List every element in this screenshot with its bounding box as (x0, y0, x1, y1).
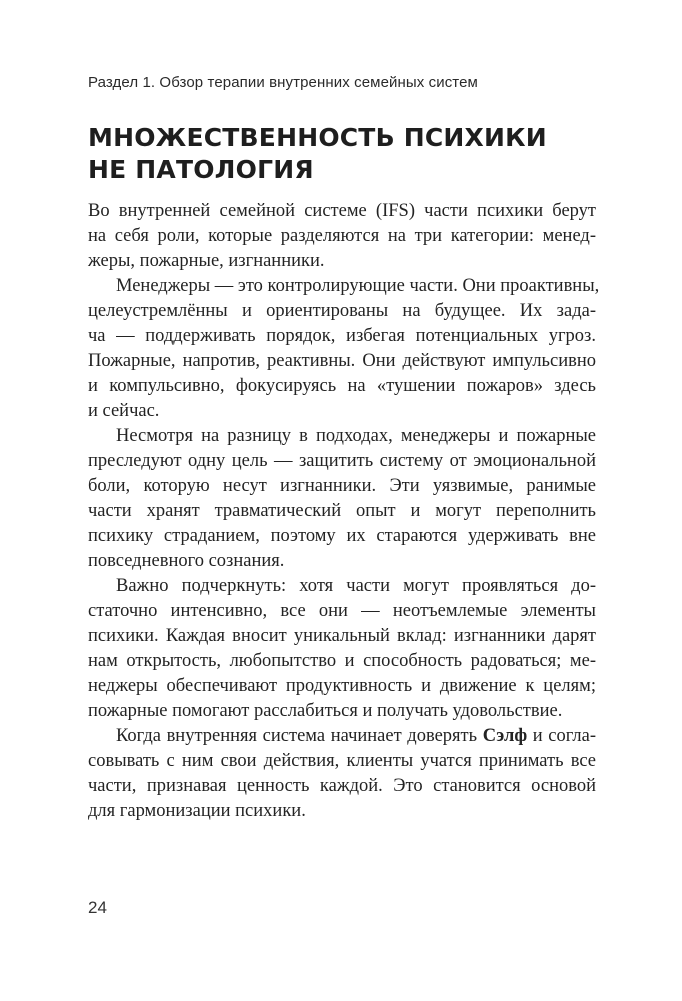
text-line: совывать с ним свои действия, клиенты учатся принимать все (88, 751, 596, 771)
paragraph-5 (88, 724, 596, 824)
text-line: нам открытость, любопытство и способность радоваться; ме- (88, 651, 596, 671)
text-line: Несмотря на разницу в подходах, менеджеры и пожарные (116, 426, 596, 446)
section-title (88, 122, 608, 186)
section-title-line-1: МНОЖЕСТВЕННОСТЬ ПСИХИКИ (88, 123, 547, 152)
text-line (88, 724, 596, 749)
text-line: неджеры обеспечивают продуктивность и движение к целям; (88, 676, 596, 696)
text-line: повседневного сознания. (88, 551, 285, 571)
text-line: части хранят травматический опыт и могут переполнить (88, 501, 596, 521)
text-line: Во внутренней семейной системе (IFS) части психики берут (88, 201, 596, 221)
text-line: ча — поддерживать порядок, избегая потенциальных угроз. (88, 326, 596, 346)
text-line: и сейчас. (88, 401, 160, 421)
text-line: преследуют одну цель — защитить систему от эмоциональной (88, 451, 596, 471)
text-line: Менеджеры — это контролирующие части. Они проактивны, (116, 276, 600, 296)
text-line: жеры, пожарные, изгнанники. (88, 251, 325, 271)
paragraph-3 (88, 424, 596, 574)
text-line: статочно интенсивно, все они — неотъемлемые элементы (88, 601, 596, 621)
text-line: и компульсивно, фокусируясь на «тушении пожаров» здесь (88, 376, 596, 396)
page-number: 24 (88, 898, 107, 917)
paragraph-1 (88, 199, 596, 274)
text-line: психику страданием, поэтому их стараются удерживать вне (88, 526, 596, 546)
paragraph-4 (88, 574, 596, 724)
self-term: Сэлф (482, 726, 528, 746)
text-line: на себя роли, которые разделяются на три категории: менед- (88, 226, 596, 246)
text-run: Когда внутренняя система начинает доверять (116, 726, 483, 746)
body-text (88, 199, 600, 824)
text-line: Пожарные, напротив, реактивны. Они действуют импульсивно (88, 351, 596, 371)
text-line: боли, которую несут изгнанники. Эти уязвимые, ранимые (88, 476, 596, 496)
text-line: для гармонизации психики. (88, 801, 306, 821)
text-line: пожарные помогают расслабиться и получать удовольствие. (88, 701, 563, 721)
text-line: психики. Каждая вносит уникальный вклад: изгнанники дарят (88, 626, 596, 646)
paragraph-2 (88, 274, 600, 424)
running-head: Раздел 1. Обзор терапии внутренних семейных систем (88, 74, 478, 91)
text-line: части, признавая ценность каждой. Это становится основой (88, 776, 596, 796)
section-title-line-2: НЕ ПАТОЛОГИЯ (88, 155, 314, 184)
text-line: Важно подчеркнуть: хотя части могут проявляться до- (116, 576, 596, 596)
text-line: целеустремлённы и ориентированы на будущее. Их зада- (88, 301, 596, 321)
text-run: и согла- (527, 726, 596, 746)
